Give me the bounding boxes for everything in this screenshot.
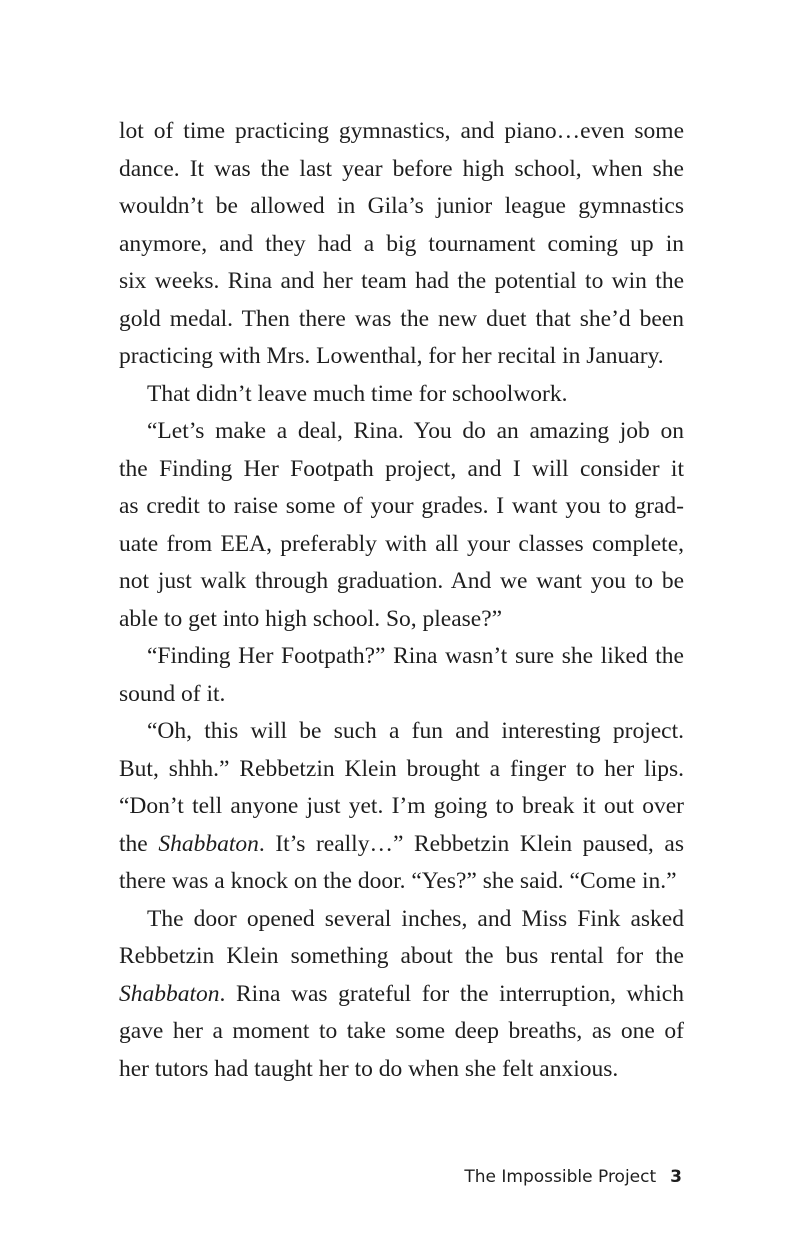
- text-line: “Oh, this will be such a fun and interesting project.: [147, 718, 684, 744]
- text-line: That didn’t leave much time for schoolwork.: [147, 380, 568, 407]
- body-text: [119, 113, 684, 1088]
- text-line: uate from EEA, preferably with all your classes complete,: [119, 530, 684, 557]
- text-segment: the: [119, 830, 159, 857]
- text-line: as credit to raise some of your grades. I want you to grad-: [119, 493, 684, 519]
- text-line: “Finding Her Footpath?” Rina wasn’t sure she liked the: [147, 643, 684, 669]
- text-line: But, shhh.” Rebbetzin Klein brought a finger to her lips.: [119, 755, 684, 782]
- text-line: gold medal. Then there was the new duet that she’d been: [119, 305, 684, 332]
- text-line: “Don’t tell anyone just yet. I’m going to break it out over: [119, 793, 684, 819]
- text-line: [119, 976, 684, 1014]
- page-footer: [464, 1167, 682, 1187]
- text-line: the Finding Her Footpath project, and I will consider it: [119, 455, 684, 482]
- text-line: her tutors had taught her to do when she felt anxious.: [119, 1055, 619, 1082]
- running-title: The Impossible Project: [464, 1167, 657, 1187]
- italic-title: Shabbaton: [158, 830, 259, 857]
- text-line: Rebbetzin Klein something about the bus rental for the: [119, 943, 684, 969]
- text-line: sound of it.: [119, 680, 226, 707]
- text-line: able to get into high school. So, please?”: [119, 605, 503, 632]
- text-line: gave her a moment to take some deep breaths, as one of: [119, 1018, 684, 1044]
- text-line: The door opened several inches, and Miss Fink asked: [147, 905, 684, 932]
- text-segment: . It’s really…” Rebbetzin Klein paused, as: [258, 830, 684, 857]
- text-line: anymore, and they had a big tournament coming up in: [119, 230, 684, 257]
- text-line: there was a knock on the door. “Yes?” she said. “Come in.”: [119, 868, 677, 894]
- text-segment: . Rina was grateful for the interruption, which: [219, 980, 684, 1007]
- italic-title: Shabbaton: [119, 980, 220, 1007]
- text-line: dance. It was the last year before high school, when she: [119, 155, 684, 182]
- text-line: wouldn’t be allowed in Gila’s junior league gymnastics: [119, 193, 684, 219]
- text-line: practicing with Mrs. Lowenthal, for her recital in January.: [119, 343, 664, 369]
- text-line: six weeks. Rina and her team had the potential to win the: [119, 268, 684, 294]
- text-line: not just walk through graduation. And we want you to be: [119, 568, 684, 594]
- text-line: [119, 826, 684, 864]
- text-line: “Let’s make a deal, Rina. You do an amazing job on: [147, 418, 684, 444]
- text-line: lot of time practicing gymnastics, and piano…even some: [119, 118, 684, 144]
- page-number: 3: [670, 1167, 682, 1187]
